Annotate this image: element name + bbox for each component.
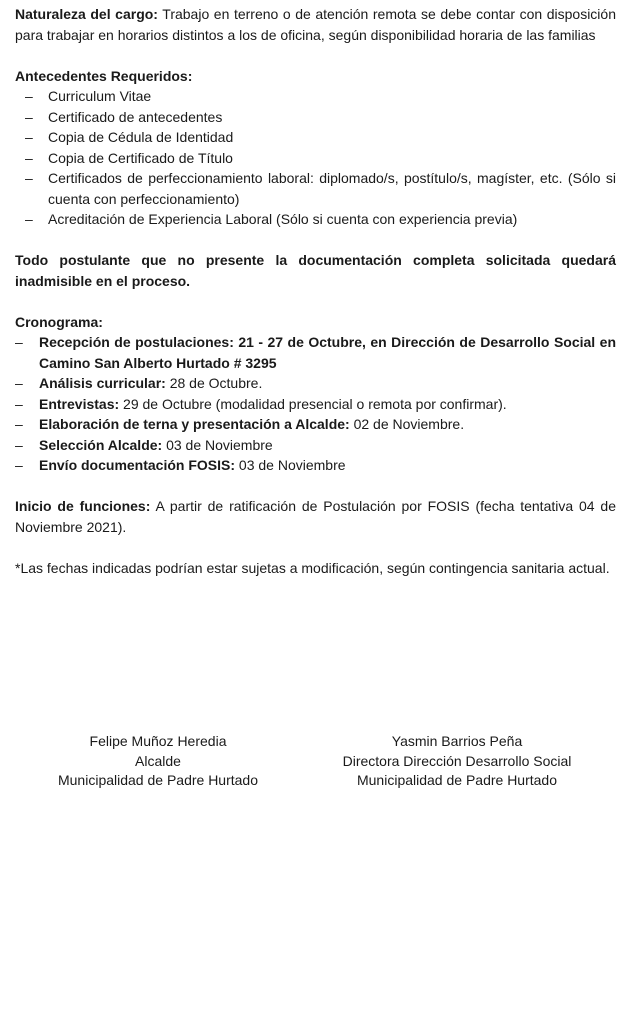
advertencia-paragraph [15,250,616,291]
list-item [15,332,616,373]
signatory-name: Yasmin Barrios Peña [391,733,523,749]
naturaleza-paragraph [15,4,616,45]
cronograma-item-text: 02 de Noviembre. [349,416,465,432]
dash-marker: – [25,88,33,104]
signatures-block [0,732,639,794]
list-item [15,455,616,476]
dash-marker: – [25,149,33,166]
cronograma-item-label: Envío documentación FOSIS: [39,457,236,473]
signatory-org: Municipalidad de Padre Hurtado [356,772,557,788]
antecedentes-heading: Antecedentes Requeridos: [15,67,193,84]
signatory-org: Municipalidad de Padre Hurtado [57,772,258,788]
dash-marker: – [25,211,33,227]
advertencia-text: Todo postulante que no presente la documentación completa solicitada quedará inadmisible en el proceso. [15,252,616,289]
dash-marker: – [25,170,33,186]
dash-marker: – [25,129,33,145]
signatory-role: Alcalde [135,752,181,769]
cronograma-item-text: 29 de Octubre (modalidad presencial o remota por confirmar). [119,395,507,412]
cronograma-list [15,332,616,476]
naturaleza-label: Naturaleza del cargo: [15,6,158,22]
cronograma-item-text: 03 de Noviembre [235,457,346,473]
list-item [15,127,616,148]
inicio-label: Inicio de funciones: [15,498,151,514]
cronograma-item-label: Recepción de postulaciones: 21 - 27 de Octubre, en Dirección de Desarrollo Social en Camino San Alberto Hurtado # 3295 [39,334,616,371]
antecedentes-list [15,86,616,230]
cronograma-item-label: Elaboración de terna y presentación a Alcalde: [39,416,350,432]
cronograma-item-label: Análisis curricular: [39,375,166,391]
signature-right [333,732,581,791]
dash-marker: – [25,108,33,125]
list-item-text: Acreditación de Experiencia Laboral (Sólo si cuenta con experiencia previa) [48,211,518,227]
cronograma-item-label: Selección Alcalde: [39,436,163,453]
signatory-role: Directora Dirección Desarrollo Social [342,752,572,769]
list-item [15,209,616,230]
signatory-name: Felipe Muñoz Heredia [89,733,227,749]
cronograma-heading: Cronograma: [15,313,103,330]
dash-marker: – [15,375,23,391]
inicio-text: A partir de ratificación de Postulación por FOSIS (fecha tentativa 04 de Noviembre 2021). [15,498,616,535]
cronograma-item-text: 28 de Octubre. [165,375,263,391]
dash-marker: – [15,334,23,350]
list-item [15,414,616,435]
dash-marker: – [15,395,23,412]
list-item [15,435,616,456]
document-body [15,4,616,578]
dash-marker: – [15,416,23,432]
naturaleza-text: Trabajo en terreno o de atención remota se debe contar con disposición para trabajar en horarios distintos a los de oficina, según disponibilidad horaria de las familias [15,6,616,43]
list-item-text: Copia de Cédula de Identidad [48,129,234,145]
dash-marker: – [15,457,23,473]
list-item [15,168,616,209]
list-item-text: Certificados de perfeccionamiento laboral: diplomado/s, postítulo/s, magíster, etc. (Sólo si cuenta con perfeccionamiento) [48,170,616,207]
list-item [15,107,616,128]
list-item [15,394,616,415]
cronograma-item-text: 03 de Noviembre [162,436,273,453]
list-item-text: Certificado de antecedentes [48,108,223,125]
inicio-paragraph [15,496,616,537]
list-item-text: Copia de Certificado de Título [48,149,233,166]
nota-paragraph: *Las fechas indicadas podrían estar sujetas a modificación, según contingencia sanitaria actual. [15,559,610,576]
list-item [15,86,616,107]
list-item [15,148,616,169]
cronograma-item-label: Entrevistas: [39,395,120,412]
dash-marker: – [15,436,23,453]
list-item-text: Curriculum Vitae [48,88,152,104]
list-item [15,373,616,394]
signature-left [37,732,279,791]
